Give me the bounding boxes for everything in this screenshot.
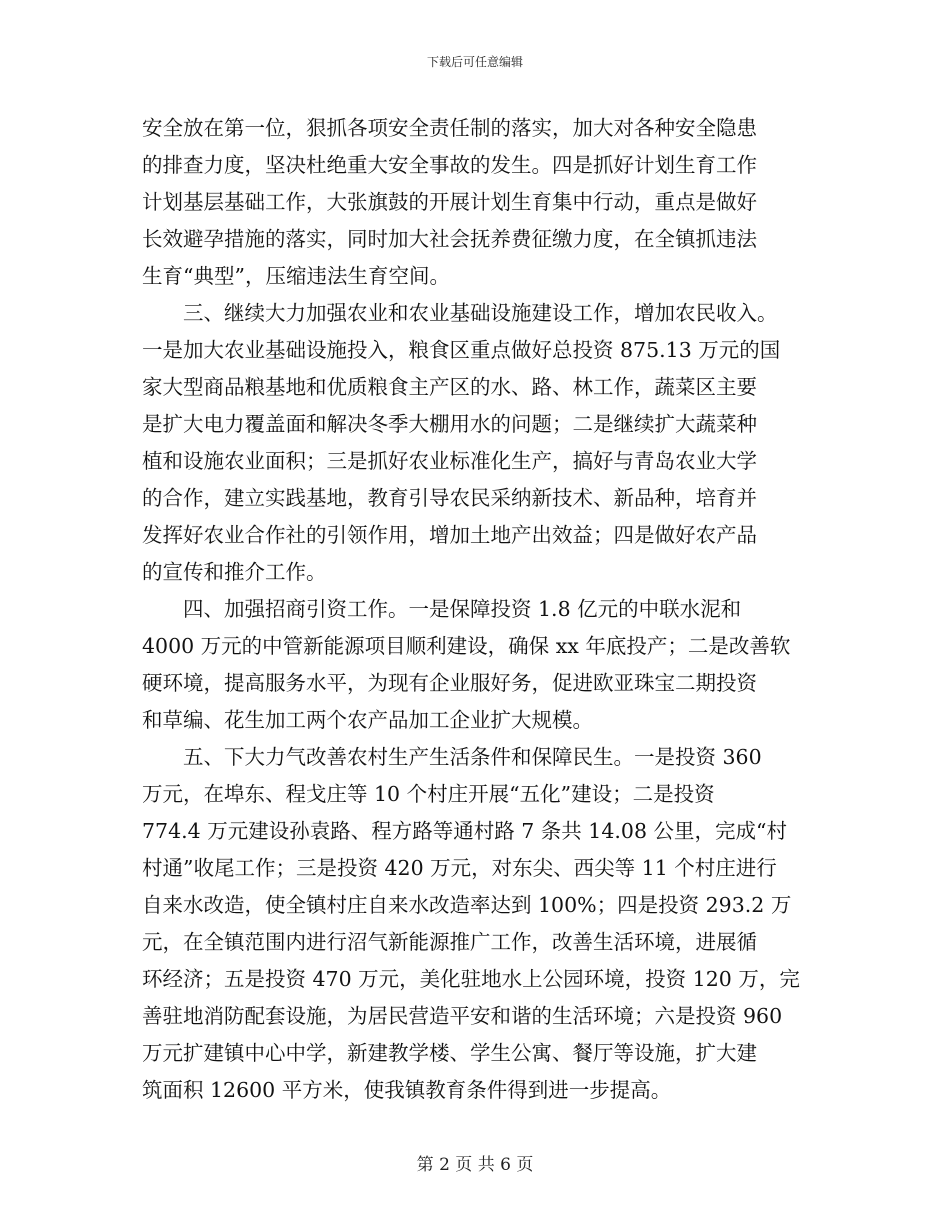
text-line: 的合作，建立实践基地，教育引导农民采纳新技术、新品种，培育并 xyxy=(142,486,757,510)
text-line: 的宣传和推介工作。 xyxy=(142,560,327,584)
text-line: 筑面积 12600 平方米，使我镇教育条件得到进一步提高。 xyxy=(142,1078,672,1102)
text-line: 自来水改造，使全镇村庄自来水改造率达到 100%；四是投资 293.2 万 xyxy=(142,893,792,917)
text-line: 长效避孕措施的落实，同时加大社会抚养费征缴力度，在全镇抓违法 xyxy=(142,227,757,251)
text-line: 家大型商品粮基地和优质粮食主产区的水、路、林工作，蔬菜区主要 xyxy=(142,375,757,399)
text-line: 万元扩建镇中心中学，新建教学楼、学生公寓、餐厅等设施，扩大建 xyxy=(142,1041,757,1065)
text-line: 环经济；五是投资 470 万元，美化驻地水上公园环境，投资 120 万，完 xyxy=(142,967,800,991)
text-line: 生育“典型”，压缩违法生育空间。 xyxy=(142,264,450,288)
text-line: 五、下大力气改善农村生产生活条件和保障民生。一是投资 360 xyxy=(183,745,762,769)
text-line: 元，在全镇范围内进行沼气新能源推广工作，改善生活环境，进展循 xyxy=(142,930,757,954)
text-line: 774.4 万元建设孙袁路、程方路等通村路 7 条共 14.08 公里，完成“村 xyxy=(142,819,787,843)
text-line: 一是加大农业基础设施投入，粮食区重点做好总投资 875.13 万元的国 xyxy=(142,338,781,362)
text-line: 硬环境，提高服务水平，为现有企业服好务，促进欧亚珠宝二期投资 xyxy=(142,671,757,695)
document-body xyxy=(142,110,822,1109)
text-line: 四、加强招商引资工作。一是保障投资 1.8 亿元的中联水泥和 xyxy=(183,597,742,621)
text-line: 万元，在埠东、程戈庄等 10 个村庄开展“五化”建设；二是投资 xyxy=(142,782,715,806)
text-line: 和草编、花生加工两个农产品加工企业扩大规模。 xyxy=(142,708,593,732)
text-line: 村通”收尾工作；三是投资 420 万元，对东尖、西尖等 11 个村庄进行 xyxy=(142,856,777,880)
text-line: 是扩大电力覆盖面和解决冬季大棚用水的问题；二是继续扩大蔬菜种 xyxy=(142,412,757,436)
text-line: 三、继续大力加强农业和农业基础设施建设工作，增加农民收入。 xyxy=(183,301,778,325)
text-line: 计划基层基础工作，大张旗鼓的开展计划生育集中行动，重点是做好 xyxy=(142,190,757,214)
text-line: 安全放在第一位，狠抓各项安全责任制的落实，加大对各种安全隐患 xyxy=(142,116,757,140)
page-header: 下载后可任意编辑 xyxy=(426,55,523,69)
page-footer: 第 2 页 共 6 页 xyxy=(416,1155,534,1175)
text-line: 4000 万元的中管新能源项目顺利建设，确保 xx 年底投产；二是改善软 xyxy=(142,634,791,658)
text-line: 植和设施农业面积；三是抓好农业标准化生产，搞好与青岛农业大学 xyxy=(142,449,757,473)
text-line: 善驻地消防配套设施，为居民营造平安和谐的生活环境；六是投资 960 xyxy=(142,1004,783,1028)
text-line: 发挥好农业合作社的引领作用，增加土地产出效益；四是做好农产品 xyxy=(142,523,757,547)
text-line: 的排查力度，坚决杜绝重大安全事故的发生。四是抓好计划生育工作 xyxy=(142,153,757,177)
